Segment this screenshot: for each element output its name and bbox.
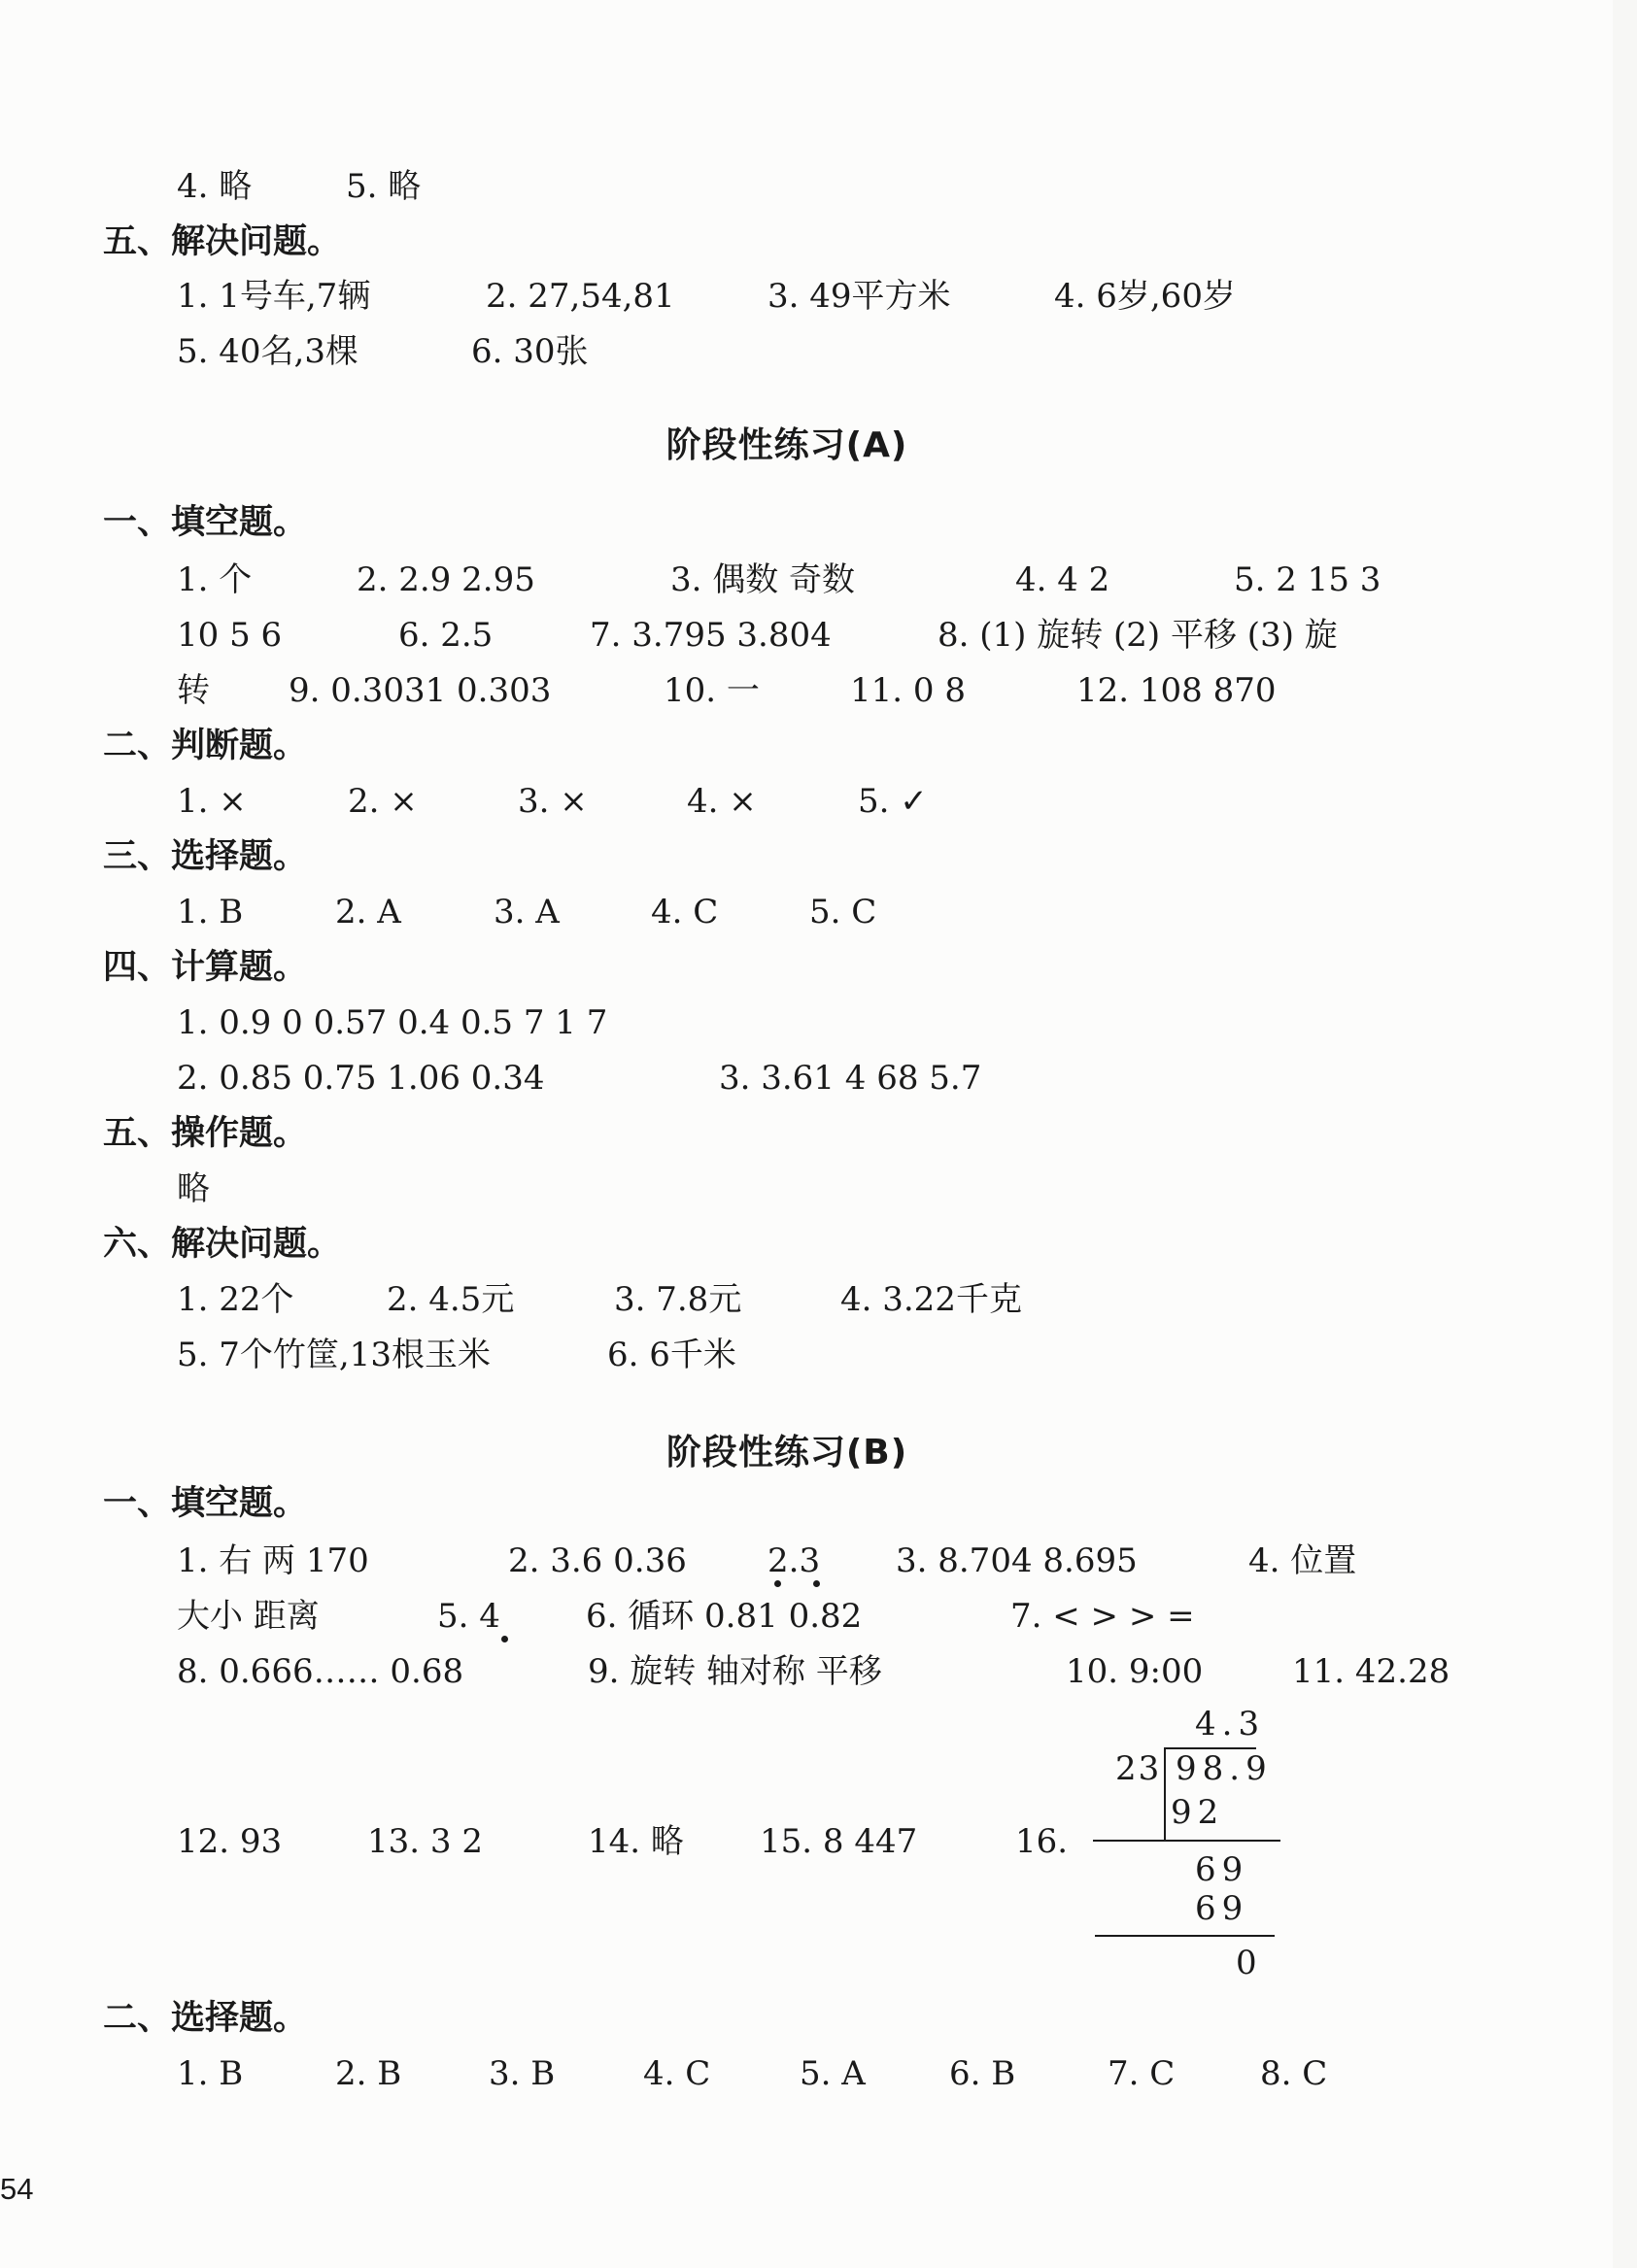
answer-item: 1. 0.9 0 0.57 0.4 0.5 7 1 7 bbox=[177, 1003, 608, 1042]
answer-item: 8. C bbox=[1260, 2054, 1328, 2093]
answer-item: 11. 0 8 bbox=[850, 671, 966, 710]
answer-item: 9. 旋转 轴对称 平移 bbox=[588, 1652, 882, 1691]
answer-item: 3. B bbox=[489, 2054, 556, 2093]
answer-item: 1. 1号车,7辆 bbox=[177, 277, 371, 316]
division-step: 69 bbox=[1195, 1889, 1249, 1928]
answer-item: 2.3 bbox=[767, 1541, 821, 1580]
answer-item: 2. A bbox=[335, 893, 401, 931]
answer-item: 2. 4.5元 bbox=[387, 1280, 515, 1319]
division-line bbox=[1095, 1935, 1275, 1937]
answer-item: 3. 8.704 8.695 bbox=[896, 1541, 1138, 1580]
answer-item: 2. B bbox=[335, 2054, 402, 2093]
answer-item: 1. B bbox=[177, 2054, 244, 2093]
answer-item: 1. 右 两 170 bbox=[177, 1541, 369, 1580]
answer-item: 7. < > > = bbox=[1010, 1597, 1195, 1636]
answer-item: 2. 2.9 2.95 bbox=[357, 560, 535, 599]
answer-item: 3. 7.8元 bbox=[614, 1280, 742, 1319]
answer-item: 4. 3.22千克 bbox=[840, 1280, 1022, 1319]
answer-item: 3. 49平方米 bbox=[767, 277, 951, 316]
answer-item: 5. 40名,3棵 bbox=[177, 332, 358, 371]
division-step: 92 bbox=[1171, 1793, 1225, 1832]
division-step: 69 bbox=[1195, 1850, 1249, 1889]
division-bracket bbox=[1164, 1747, 1166, 1841]
answer-item: 6. 6千米 bbox=[607, 1336, 736, 1374]
answer-item: 8. (1) 旋转 (2) 平移 (3) 旋 bbox=[938, 616, 1338, 655]
answer-item: 4. C bbox=[643, 2054, 711, 2093]
answer-item: 12. 108 870 bbox=[1076, 671, 1277, 710]
division-bar bbox=[1164, 1747, 1256, 1749]
answer-item: 5. 4 bbox=[437, 1597, 500, 1636]
answer-item: 略 bbox=[177, 1169, 210, 1208]
answer-item: 2. 3.6 0.36 bbox=[508, 1541, 687, 1580]
answer-item: 1. × bbox=[177, 782, 247, 821]
answer-item: 4. × bbox=[687, 782, 757, 821]
answer-item: 4. C bbox=[651, 893, 719, 931]
answer-item: 6. B bbox=[949, 2054, 1016, 2093]
answer-item: 3. 3.61 4 68 5.7 bbox=[719, 1059, 982, 1098]
division-dividend: 98.9 bbox=[1176, 1749, 1273, 1788]
answer-item: 16. bbox=[1015, 1822, 1069, 1861]
answer-item: 14. 略 bbox=[588, 1822, 684, 1861]
division-remainder: 0 bbox=[1236, 1944, 1263, 1982]
answer-item: 1. 个 bbox=[177, 560, 253, 599]
answer-item: 12. 93 bbox=[177, 1822, 283, 1861]
answer-item: 5. 略 bbox=[346, 167, 422, 206]
answer-item: 5. A bbox=[800, 2054, 866, 2093]
answer-item: 3. 偶数 奇数 bbox=[670, 560, 856, 599]
answer-item: 10. 一 bbox=[664, 671, 760, 710]
answer-item: 5. 2 15 3 bbox=[1234, 560, 1381, 599]
answer-item: 大小 距离 bbox=[177, 1597, 320, 1636]
answer-item: 1. B bbox=[177, 893, 244, 931]
answer-item: 2. 0.85 0.75 1.06 0.34 bbox=[177, 1059, 545, 1098]
answer-item: 3. A bbox=[494, 893, 560, 931]
answer-item: 5. 7个竹筐,13根玉米 bbox=[177, 1336, 491, 1374]
answer-item: 7. 3.795 3.804 bbox=[590, 616, 832, 655]
answer-item: 15. 8 447 bbox=[760, 1822, 918, 1861]
answer-item: 11. 42.28 bbox=[1292, 1652, 1450, 1691]
answer-item: 6. 循环 0.81 0.82 bbox=[586, 1597, 863, 1636]
division-divisor: 23 bbox=[1115, 1749, 1162, 1788]
section-title-b: 阶段性练习(B) bbox=[665, 1433, 908, 1473]
repeating-decimal-dot bbox=[813, 1580, 820, 1587]
answer-item: 10 5 6 bbox=[177, 616, 283, 655]
answer-item: 4. 6岁,60岁 bbox=[1054, 277, 1236, 316]
answer-item: 4. 4 2 bbox=[1015, 560, 1110, 599]
answer-page: 4. 略 5. 略 五、解决问题。 1. 1号车,7辆 2. 27,54,81 3. 49平方米 4. 6岁,60岁 5. 40名,3棵 6. 30张 阶段性练习(A) 一、填空题。 1. 个 2. 2.9 2.95 3. 偶数 奇数 4. 4 2 5. 2 15 3 10 5 6 6. 2.5 7. 3.795 3.804 8. (1) 旋转 (2) 平移 (3) 旋 转 9. 0.3031 0.303 10. 一 11. 0 8 12. 108 870 二、判断题。 1. × 2. × 3. × 4. × 5. ✓ 三、选择题。 1. B 2. A 3. A 4. C 5. C 四、计算题。 1. 0.9 0 0.57 0.4 0.5 7 1 7 2. 0.85 0.75 1.06 0.34 3. 3.61 4 68 5.7 五、操作题。 略 六、解决问题。 1. 22个 2. 4.5元 3. 7.8元 4. 3.22千克 5. 7个竹筐,13根玉米 6. 6千米 阶段性练习(B) 一、填空题。 1. 右 两 170 2. 3.6 0.36 2.3 3. 8.704 8.695 4. 位置 大小 距离 5. 4 6. 循环 0.81 0.82 7. < > > = 8. 0.666…… 0.68 9. 旋转 轴对称 平移 10. 9:00 11. 42.28 12. 93 13. 3 2 14. 略 15. 8 447 16. 4.3 23 98.9 92 69 69 0 二、选择题。 1. B 2. B 3. B 4. C 5. A 6. B 7. C 8. C 54 bbox=[0, 0, 1613, 2268]
answer-item: 13. 3 2 bbox=[367, 1822, 483, 1861]
section-title-a: 阶段性练习(A) bbox=[665, 425, 908, 465]
answer-item: 转 bbox=[177, 671, 210, 710]
answer-item: 4. 位置 bbox=[1248, 1541, 1357, 1580]
answer-item: 2. × bbox=[348, 782, 418, 821]
answer-item: 5. ✓ bbox=[858, 782, 928, 821]
division-line bbox=[1093, 1840, 1280, 1842]
repeating-decimal-dot bbox=[501, 1636, 508, 1642]
answer-item: 6. 2.5 bbox=[398, 616, 494, 655]
answer-item: 10. 9:00 bbox=[1066, 1652, 1204, 1691]
page-number: 54 bbox=[0, 2172, 34, 2206]
answer-item: 7. C bbox=[1108, 2054, 1176, 2093]
repeating-decimal-dot bbox=[774, 1580, 781, 1587]
answer-item: 3. × bbox=[518, 782, 588, 821]
answer-item: 4. 略 bbox=[177, 167, 253, 206]
answer-item: 6. 30张 bbox=[471, 332, 589, 371]
answer-item: 1. 22个 bbox=[177, 1280, 294, 1319]
answer-item: 5. C bbox=[809, 893, 877, 931]
division-quotient: 4.3 bbox=[1195, 1705, 1266, 1743]
answer-item: 8. 0.666…… 0.68 bbox=[177, 1652, 464, 1691]
answer-item: 9. 0.3031 0.303 bbox=[289, 671, 552, 710]
answer-item: 2. 27,54,81 bbox=[486, 277, 675, 316]
